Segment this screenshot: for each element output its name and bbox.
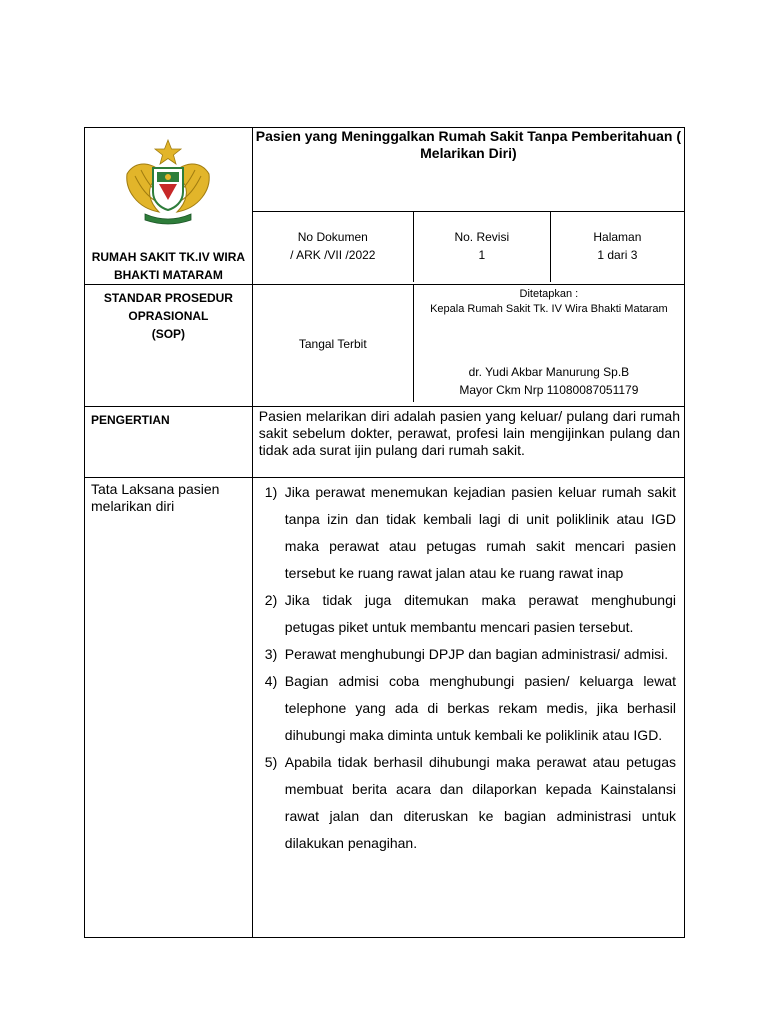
sop-label-line1: STANDAR PROSEDUR [103,291,233,305]
step-number: 4) [264,673,278,689]
step-item [264,641,676,668]
step-text: Bagian admisi coba menghubungi pasien/ keluarga lewat telephone yang ada di berkas rekam medis, jika berhasil dihubungi maka diminta untuk kembali ke poliklinik atau IGD. [284,673,676,743]
hospital-name: RUMAH SAKIT TK.IV WIRA BHAKTI MATARAM [91,250,246,282]
no-revisi-value: 1 [478,247,486,262]
halaman-label: Halaman [593,229,642,244]
ditetapkan-label: Ditetapkan : [519,288,579,300]
sop-label-line2: OPRASIONAL [128,309,209,323]
step-text: Perawat menghubungi DPJP dan bagian administrasi/ admisi. [284,646,669,662]
step-item [264,668,676,749]
step-item [264,749,676,857]
no-revisi-label: No. Revisi [454,229,510,244]
no-dokumen-cell [253,212,414,282]
step-item [264,587,676,641]
sop-info-cell [252,285,684,407]
step-text: Apabila tidak berhasil dihubungi maka perawat atau petugas membuat berita acara dan dilaporkan kepada Kainstalansi rawat jalan dan diteruskan ke bagian administrasi untuk dilakukan penagihan. [284,754,676,851]
sop-label-line3: (SOP) [151,327,186,341]
document-title: Pasien yang Meninggalkan Rumah Sakit Tanpa Pemberitahuan ( Melarikan Diri) [255,128,682,161]
halaman-cell [550,212,684,282]
step-number: 3) [264,646,278,662]
no-revisi-cell [413,212,550,282]
tata-laksana-label: Tata Laksana pasien melarikan diri [91,481,220,514]
signer-name: dr. Yudi Akbar Manurung Sp.B [468,365,630,379]
step-item [264,479,676,587]
halaman-value: 1 dari 3 [597,247,638,262]
no-dokumen-label: No Dokumen [297,229,368,244]
tata-laksana-steps-cell [252,478,684,938]
signer-rank: Mayor Ckm Nrp 11080087051179 [459,383,639,397]
hospital-header-cell [85,128,253,285]
tanggal-terbit-cell [253,285,414,402]
hospital-emblem-icon [123,138,213,226]
ditetapkan-by: Kepala Rumah Sakit Tk. IV Wira Bhakti Mataram [430,303,668,315]
pengertian-text-cell [252,407,684,478]
hospital-logo [85,128,252,226]
sop-label-cell [85,285,253,407]
document-title-cell [252,128,684,212]
step-number: 5) [264,754,278,770]
tanggal-terbit-label: Tangal Terbit [298,336,367,351]
pengertian-label: PENGERTIAN [91,413,170,427]
tata-laksana-label-cell [85,478,253,938]
step-text: Jika perawat menemukan kejadian pasien keluar rumah sakit tanpa izin dan tidak kembali lagi di unit poliklinik atau IGD maka perawat atau petugas rumah sakit mencari pasien tersebut ke ruang rawat jalan atau ke ruang rawat inap [284,484,676,581]
step-number: 2) [264,592,278,608]
pengertian-label-cell [85,407,253,478]
ditetapkan-cell [413,285,684,402]
tata-laksana-steps [253,479,684,857]
step-text: Jika tidak juga ditemukan maka perawat menghubungi petugas piket untuk membantu mencari pasien tersebut. [284,592,676,635]
document-info-cell [252,211,684,284]
no-dokumen-value: / ARK /VII /2022 [290,247,376,262]
sop-table [84,127,685,938]
pengertian-text: Pasien melarikan diri adalah pasien yang keluar/ pulang dari rumah sakit sebelum dokter, perawat, profesi lain mengijinkan pulang dan tidak ada surat ijin pulang dari rumah sakit. [258,408,680,458]
step-number: 1) [264,484,278,500]
